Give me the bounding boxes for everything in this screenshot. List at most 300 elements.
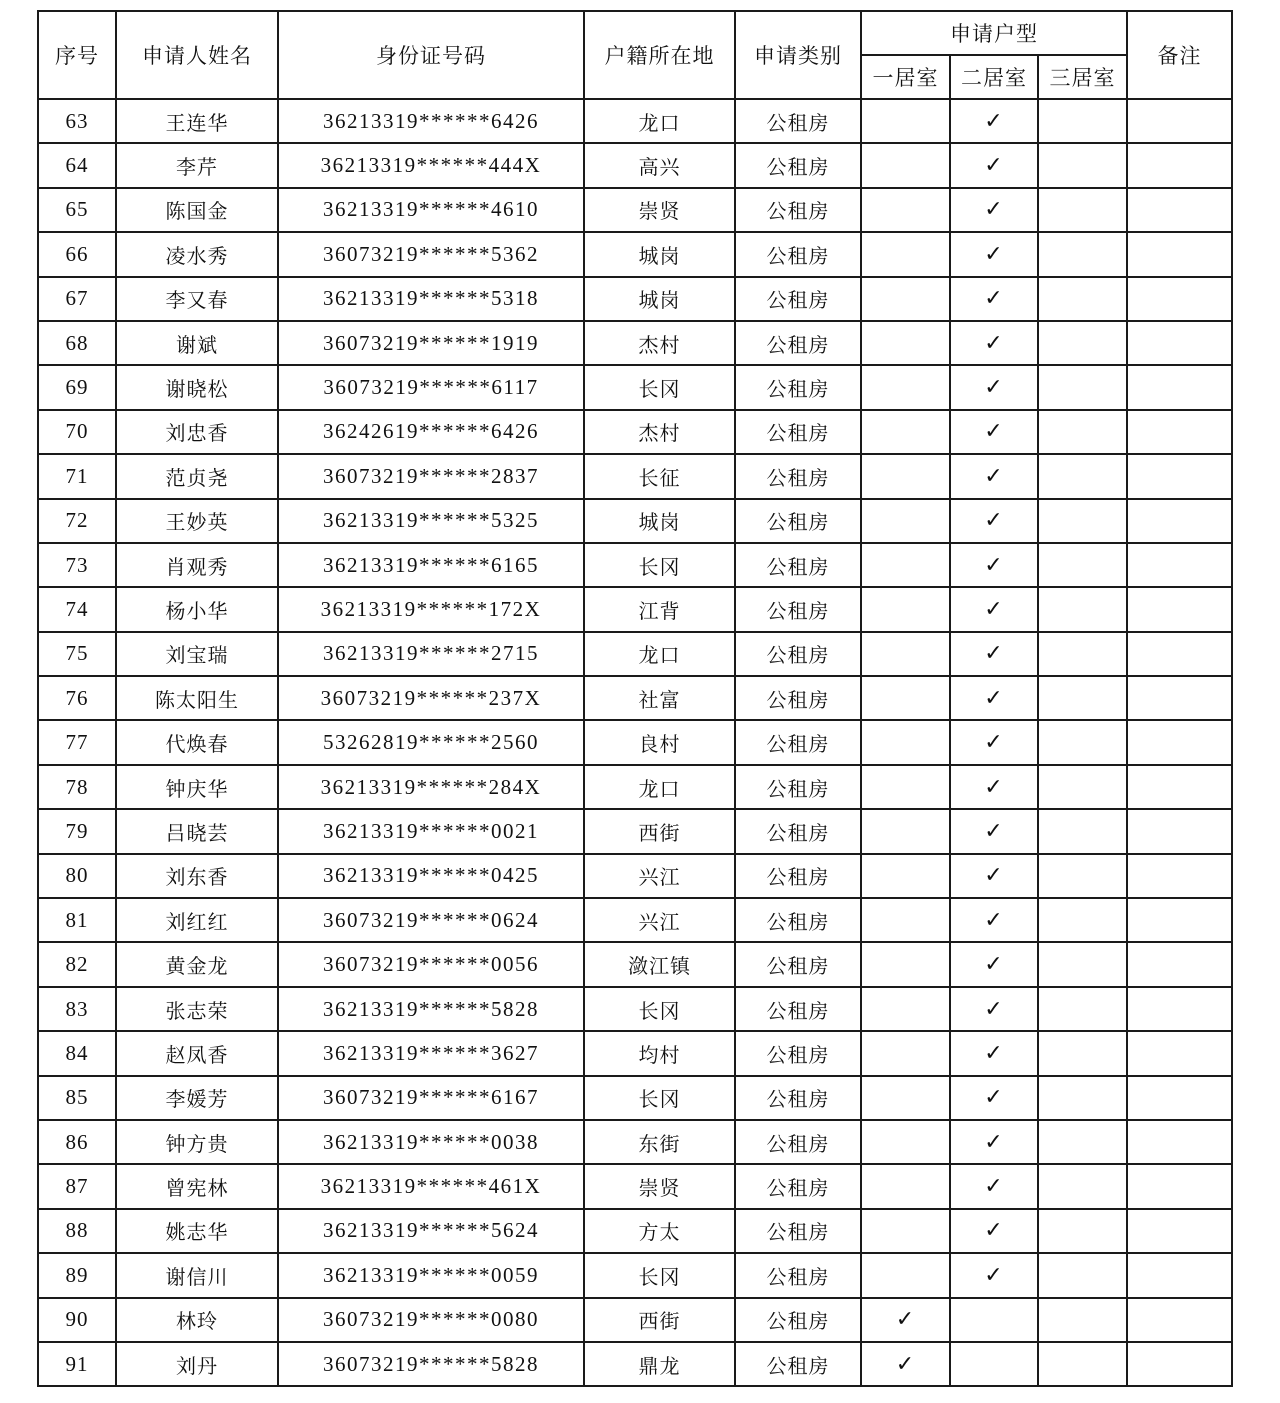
cell-remark	[1127, 720, 1232, 764]
cell-id-number: 36213319******0021	[278, 809, 584, 853]
checkmark-icon: ✓	[984, 730, 1004, 756]
cell-name: 陈国金	[116, 188, 278, 232]
checkmark-icon: ✓	[984, 863, 1004, 889]
cell-name: 李媛芳	[116, 1076, 278, 1120]
cell-remark	[1127, 809, 1232, 853]
cell-category: 公租房	[735, 632, 861, 676]
cell-hukou: 长冈	[584, 987, 735, 1031]
cell-hukou: 杰村	[584, 410, 735, 454]
cell-category: 公租房	[735, 676, 861, 720]
cell-id-number: 36073219******6167	[278, 1076, 584, 1120]
cell-two-room	[950, 188, 1038, 232]
cell-name: 姚志华	[116, 1209, 278, 1253]
cell-hukou: 崇贤	[584, 188, 735, 232]
cell-id-number: 36213319******284X	[278, 765, 584, 809]
cell-hukou: 社富	[584, 676, 735, 720]
cell-name: 刘丹	[116, 1342, 278, 1386]
cell-two-room	[950, 809, 1038, 853]
table-header	[38, 11, 1232, 99]
cell-category: 公租房	[735, 321, 861, 365]
cell-three-room	[1038, 987, 1127, 1031]
cell-remark	[1127, 1209, 1232, 1253]
cell-id-number: 36073219******5828	[278, 1342, 584, 1386]
cell-category: 公租房	[735, 1209, 861, 1253]
checkmark-icon: ✓	[984, 596, 1004, 622]
cell-category: 公租房	[735, 543, 861, 587]
cell-seq: 69	[38, 365, 116, 409]
cell-three-room	[1038, 854, 1127, 898]
cell-id-number: 36213319******2715	[278, 632, 584, 676]
cell-name: 刘红红	[116, 898, 278, 942]
cell-remark	[1127, 277, 1232, 321]
cell-seq: 65	[38, 188, 116, 232]
cell-two-room	[950, 321, 1038, 365]
cell-hukou: 西街	[584, 809, 735, 853]
cell-remark	[1127, 1253, 1232, 1297]
cell-one-room	[861, 898, 950, 942]
checkmark-icon: ✓	[984, 1218, 1004, 1244]
cell-name: 钟方贵	[116, 1120, 278, 1164]
cell-name: 刘东香	[116, 854, 278, 898]
cell-one-room	[861, 676, 950, 720]
cell-seq: 68	[38, 321, 116, 365]
cell-seq: 66	[38, 232, 116, 276]
cell-three-room	[1038, 1120, 1127, 1164]
cell-one-room	[861, 1209, 950, 1253]
cell-one-room	[861, 99, 950, 143]
header-one-room: 一居室	[861, 55, 950, 99]
cell-name: 黄金龙	[116, 942, 278, 986]
cell-id-number: 36213319******5318	[278, 277, 584, 321]
cell-hukou: 杰村	[584, 321, 735, 365]
cell-one-room	[861, 765, 950, 809]
cell-category: 公租房	[735, 410, 861, 454]
cell-category: 公租房	[735, 232, 861, 276]
cell-three-room	[1038, 365, 1127, 409]
cell-category: 公租房	[735, 720, 861, 764]
cell-remark	[1127, 454, 1232, 498]
cell-three-room	[1038, 1253, 1127, 1297]
cell-category: 公租房	[735, 1031, 861, 1075]
cell-hukou: 兴江	[584, 854, 735, 898]
cell-one-room	[861, 499, 950, 543]
cell-hukou: 兴江	[584, 898, 735, 942]
cell-name: 林玲	[116, 1298, 278, 1342]
cell-seq: 82	[38, 942, 116, 986]
table-row	[38, 1342, 1232, 1386]
checkmark-icon: ✓	[984, 286, 1004, 312]
cell-name: 代焕春	[116, 720, 278, 764]
cell-two-room	[950, 632, 1038, 676]
cell-hukou: 鼎龙	[584, 1342, 735, 1386]
cell-one-room	[861, 454, 950, 498]
cell-id-number: 53262819******2560	[278, 720, 584, 764]
checkmark-icon: ✓	[984, 463, 1004, 489]
cell-remark	[1127, 321, 1232, 365]
cell-two-room	[950, 365, 1038, 409]
checkmark-icon: ✓	[984, 1129, 1004, 1155]
cell-name: 陈太阳生	[116, 676, 278, 720]
checkmark-icon: ✓	[984, 108, 1004, 134]
cell-seq: 91	[38, 1342, 116, 1386]
cell-one-room	[861, 543, 950, 587]
cell-name: 杨小华	[116, 587, 278, 631]
table-row	[38, 676, 1232, 720]
table-row	[38, 1076, 1232, 1120]
table-row	[38, 587, 1232, 631]
checkmark-icon: ✓	[984, 241, 1004, 267]
cell-seq: 76	[38, 676, 116, 720]
cell-seq: 80	[38, 854, 116, 898]
header-three-room: 三居室	[1038, 55, 1127, 99]
cell-hukou: 城岗	[584, 232, 735, 276]
cell-hukou: 良村	[584, 720, 735, 764]
header-unit-type: 申请户型	[861, 11, 1127, 55]
cell-remark	[1127, 543, 1232, 587]
table-row	[38, 1120, 1232, 1164]
cell-name: 李芹	[116, 143, 278, 187]
cell-seq: 64	[38, 143, 116, 187]
cell-remark	[1127, 365, 1232, 409]
cell-name: 王妙英	[116, 499, 278, 543]
header-hukou: 户籍所在地	[584, 11, 735, 99]
cell-name: 谢晓松	[116, 365, 278, 409]
cell-seq: 73	[38, 543, 116, 587]
cell-remark	[1127, 632, 1232, 676]
table-row	[38, 232, 1232, 276]
table-row	[38, 321, 1232, 365]
table-row	[38, 499, 1232, 543]
cell-remark	[1127, 676, 1232, 720]
checkmark-icon: ✓	[984, 552, 1004, 578]
cell-hukou: 龙口	[584, 765, 735, 809]
cell-one-room	[861, 720, 950, 764]
table-row	[38, 809, 1232, 853]
table-row	[38, 987, 1232, 1031]
cell-three-room	[1038, 232, 1127, 276]
cell-three-room	[1038, 765, 1127, 809]
cell-three-room	[1038, 1076, 1127, 1120]
cell-one-room	[861, 587, 950, 631]
cell-remark	[1127, 1120, 1232, 1164]
table-row	[38, 188, 1232, 232]
cell-hukou: 潋江镇	[584, 942, 735, 986]
checkmark-icon: ✓	[984, 774, 1004, 800]
table-body	[38, 99, 1232, 1386]
cell-name: 赵凤香	[116, 1031, 278, 1075]
cell-remark	[1127, 1031, 1232, 1075]
cell-three-room	[1038, 543, 1127, 587]
table-row	[38, 765, 1232, 809]
cell-two-room	[950, 1120, 1038, 1164]
cell-name: 张志荣	[116, 987, 278, 1031]
cell-id-number: 36213319******5624	[278, 1209, 584, 1253]
cell-two-room	[950, 765, 1038, 809]
cell-one-room	[861, 188, 950, 232]
cell-hukou: 城岗	[584, 277, 735, 321]
cell-one-room	[861, 809, 950, 853]
cell-category: 公租房	[735, 987, 861, 1031]
cell-one-room	[861, 1076, 950, 1120]
cell-hukou: 江背	[584, 587, 735, 631]
cell-three-room	[1038, 942, 1127, 986]
cell-id-number: 36242619******6426	[278, 410, 584, 454]
table-row	[38, 720, 1232, 764]
cell-hukou: 城岗	[584, 499, 735, 543]
cell-category: 公租房	[735, 854, 861, 898]
cell-hukou: 长冈	[584, 365, 735, 409]
cell-two-room	[950, 854, 1038, 898]
cell-seq: 90	[38, 1298, 116, 1342]
cell-remark	[1127, 499, 1232, 543]
table-row	[38, 454, 1232, 498]
cell-name: 范贞尧	[116, 454, 278, 498]
cell-one-room	[861, 1120, 950, 1164]
cell-two-room	[950, 277, 1038, 321]
cell-category: 公租房	[735, 1342, 861, 1386]
cell-name: 李又春	[116, 277, 278, 321]
header-category: 申请类别	[735, 11, 861, 99]
table-row	[38, 143, 1232, 187]
table-row	[38, 365, 1232, 409]
cell-three-room	[1038, 587, 1127, 631]
cell-seq: 89	[38, 1253, 116, 1297]
cell-two-room	[950, 987, 1038, 1031]
cell-seq: 72	[38, 499, 116, 543]
cell-two-room	[950, 99, 1038, 143]
table-row	[38, 277, 1232, 321]
cell-two-room	[950, 232, 1038, 276]
cell-id-number: 36213319******0425	[278, 854, 584, 898]
cell-hukou: 高兴	[584, 143, 735, 187]
cell-category: 公租房	[735, 454, 861, 498]
checkmark-icon: ✓	[984, 197, 1004, 223]
cell-three-room	[1038, 1209, 1127, 1253]
cell-one-room	[861, 854, 950, 898]
cell-two-room	[950, 1342, 1038, 1386]
cell-one-room	[861, 987, 950, 1031]
table-row	[38, 632, 1232, 676]
table-row	[38, 1298, 1232, 1342]
cell-three-room	[1038, 99, 1127, 143]
cell-two-room	[950, 1031, 1038, 1075]
cell-two-room	[950, 1253, 1038, 1297]
cell-two-room	[950, 720, 1038, 764]
table-row	[38, 410, 1232, 454]
cell-three-room	[1038, 1164, 1127, 1208]
cell-id-number: 36213319******6165	[278, 543, 584, 587]
table-row	[38, 1164, 1232, 1208]
cell-id-number: 36213319******0038	[278, 1120, 584, 1164]
cell-one-room	[861, 365, 950, 409]
applicant-table	[37, 10, 1233, 1387]
cell-id-number: 36213319******172X	[278, 587, 584, 631]
cell-id-number: 36213319******0059	[278, 1253, 584, 1297]
checkmark-icon: ✓	[984, 818, 1004, 844]
cell-id-number: 36073219******5362	[278, 232, 584, 276]
cell-name: 肖观秀	[116, 543, 278, 587]
cell-category: 公租房	[735, 365, 861, 409]
cell-name: 吕晓芸	[116, 809, 278, 853]
table-row	[38, 1253, 1232, 1297]
cell-remark	[1127, 587, 1232, 631]
cell-hukou: 长冈	[584, 1253, 735, 1297]
checkmark-icon: ✓	[984, 952, 1004, 978]
cell-one-room	[861, 321, 950, 365]
cell-category: 公租房	[735, 143, 861, 187]
cell-two-room	[950, 1298, 1038, 1342]
table-row	[38, 543, 1232, 587]
checkmark-icon: ✓	[895, 1351, 916, 1377]
cell-name: 刘宝瑞	[116, 632, 278, 676]
header-seq: 序号	[38, 11, 116, 99]
cell-name: 曾宪林	[116, 1164, 278, 1208]
cell-id-number: 36073219******0056	[278, 942, 584, 986]
header-id-number: 身份证号码	[278, 11, 584, 99]
cell-remark	[1127, 987, 1232, 1031]
cell-three-room	[1038, 143, 1127, 187]
cell-one-room	[861, 942, 950, 986]
table-row	[38, 1031, 1232, 1075]
cell-two-room	[950, 1209, 1038, 1253]
cell-id-number: 36213319******5325	[278, 499, 584, 543]
cell-two-room	[950, 676, 1038, 720]
cell-three-room	[1038, 632, 1127, 676]
cell-three-room	[1038, 1031, 1127, 1075]
cell-id-number: 36213319******6426	[278, 99, 584, 143]
cell-name: 谢信川	[116, 1253, 278, 1297]
checkmark-icon: ✓	[984, 375, 1004, 401]
cell-id-number: 36073219******2837	[278, 454, 584, 498]
cell-remark	[1127, 942, 1232, 986]
cell-two-room	[950, 587, 1038, 631]
cell-category: 公租房	[735, 499, 861, 543]
checkmark-icon: ✓	[984, 1262, 1004, 1288]
checkmark-icon: ✓	[984, 907, 1004, 933]
cell-seq: 78	[38, 765, 116, 809]
cell-id-number: 36073219******0080	[278, 1298, 584, 1342]
cell-seq: 77	[38, 720, 116, 764]
cell-two-room	[950, 499, 1038, 543]
cell-id-number: 36073219******6117	[278, 365, 584, 409]
cell-one-room	[861, 1253, 950, 1297]
cell-seq: 84	[38, 1031, 116, 1075]
cell-seq: 71	[38, 454, 116, 498]
cell-id-number: 36213319******4610	[278, 188, 584, 232]
table-row	[38, 99, 1232, 143]
header-name: 申请人姓名	[116, 11, 278, 99]
cell-one-room	[861, 1342, 950, 1386]
cell-name: 刘忠香	[116, 410, 278, 454]
cell-remark	[1127, 854, 1232, 898]
cell-id-number: 36213319******5828	[278, 987, 584, 1031]
cell-category: 公租房	[735, 1076, 861, 1120]
table-row	[38, 898, 1232, 942]
cell-category: 公租房	[735, 942, 861, 986]
cell-one-room	[861, 277, 950, 321]
cell-seq: 86	[38, 1120, 116, 1164]
cell-name: 谢斌	[116, 321, 278, 365]
cell-id-number: 36073219******1919	[278, 321, 584, 365]
checkmark-icon: ✓	[984, 1174, 1004, 1200]
cell-remark	[1127, 188, 1232, 232]
cell-one-room	[861, 232, 950, 276]
cell-one-room	[861, 1298, 950, 1342]
checkmark-icon: ✓	[984, 419, 1004, 445]
cell-remark	[1127, 143, 1232, 187]
cell-hukou: 长冈	[584, 543, 735, 587]
table-row	[38, 854, 1232, 898]
cell-hukou: 龙口	[584, 632, 735, 676]
checkmark-icon: ✓	[984, 1085, 1004, 1111]
cell-seq: 74	[38, 587, 116, 631]
cell-seq: 85	[38, 1076, 116, 1120]
cell-remark	[1127, 99, 1232, 143]
checkmark-icon: ✓	[984, 996, 1004, 1022]
cell-three-room	[1038, 410, 1127, 454]
cell-three-room	[1038, 277, 1127, 321]
cell-id-number: 36213319******461X	[278, 1164, 584, 1208]
cell-hukou: 长冈	[584, 1076, 735, 1120]
cell-two-room	[950, 410, 1038, 454]
cell-seq: 79	[38, 809, 116, 853]
checkmark-icon: ✓	[984, 641, 1004, 667]
cell-hukou: 龙口	[584, 99, 735, 143]
cell-three-room	[1038, 1298, 1127, 1342]
cell-three-room	[1038, 499, 1127, 543]
cell-category: 公租房	[735, 188, 861, 232]
header-remark: 备注	[1127, 11, 1232, 99]
cell-one-room	[861, 143, 950, 187]
cell-name: 王连华	[116, 99, 278, 143]
cell-remark	[1127, 1298, 1232, 1342]
cell-remark	[1127, 1342, 1232, 1386]
cell-category: 公租房	[735, 587, 861, 631]
cell-remark	[1127, 1076, 1232, 1120]
cell-two-room	[950, 1164, 1038, 1208]
checkmark-icon: ✓	[984, 685, 1004, 711]
cell-three-room	[1038, 898, 1127, 942]
cell-id-number: 36213319******444X	[278, 143, 584, 187]
cell-hukou: 崇贤	[584, 1164, 735, 1208]
cell-category: 公租房	[735, 1120, 861, 1164]
checkmark-icon: ✓	[895, 1307, 916, 1333]
cell-two-room	[950, 898, 1038, 942]
cell-seq: 70	[38, 410, 116, 454]
cell-three-room	[1038, 454, 1127, 498]
cell-three-room	[1038, 676, 1127, 720]
cell-category: 公租房	[735, 99, 861, 143]
header-two-room: 二居室	[950, 55, 1038, 99]
cell-category: 公租房	[735, 898, 861, 942]
cell-category: 公租房	[735, 1253, 861, 1297]
cell-one-room	[861, 632, 950, 676]
cell-three-room	[1038, 809, 1127, 853]
cell-category: 公租房	[735, 765, 861, 809]
cell-hukou: 西街	[584, 1298, 735, 1342]
cell-hukou: 东街	[584, 1120, 735, 1164]
cell-remark	[1127, 765, 1232, 809]
table-row	[38, 942, 1232, 986]
cell-seq: 83	[38, 987, 116, 1031]
cell-category: 公租房	[735, 1298, 861, 1342]
table-row	[38, 1209, 1232, 1253]
cell-hukou: 方太	[584, 1209, 735, 1253]
cell-seq: 75	[38, 632, 116, 676]
cell-three-room	[1038, 720, 1127, 764]
cell-one-room	[861, 410, 950, 454]
cell-remark	[1127, 1164, 1232, 1208]
